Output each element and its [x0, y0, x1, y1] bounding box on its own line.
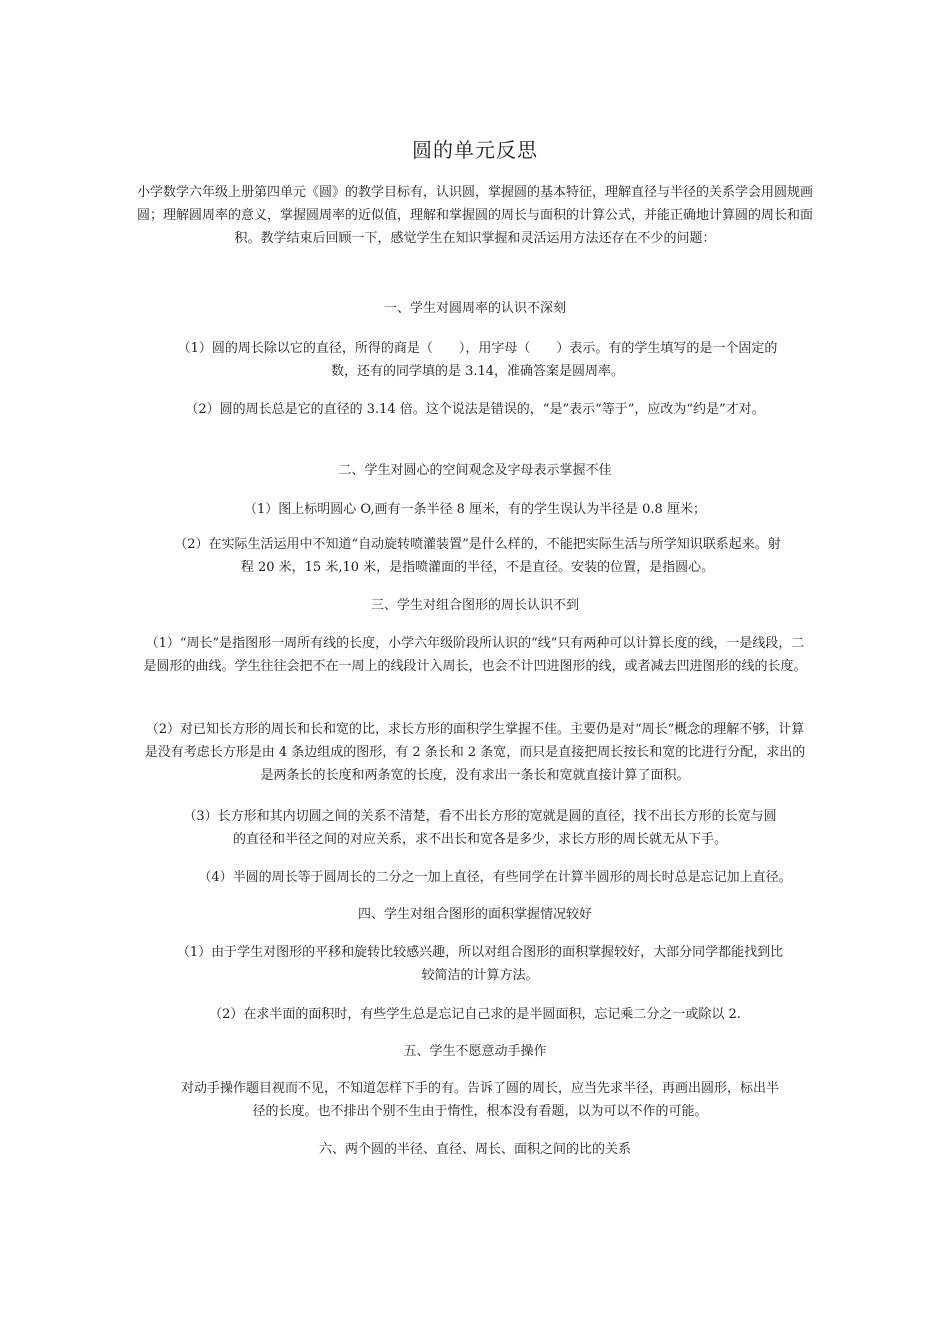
section-2-heading: 二、学生对圆心的空间观念及字母表示掌握不佳	[338, 463, 612, 478]
section-3-heading: 三、学生对组合图形的周长认识不到	[370, 598, 579, 613]
section-2-para-1: （1）图上标明圆心 O,画有一条半径 8 厘米，有的学生误认为半径是 0.8 厘米；	[244, 502, 706, 517]
section-1-heading: 一、学生对圆周率的认识不深刻	[383, 301, 566, 316]
section-5-heading: 五、学生不愿意动手操作	[403, 1044, 547, 1059]
section-3-para-3: （3）长方形和其内切圆之间的关系不清楚，看不出长方形的宽就是圆的直径，找不出长方形的长宽与圆的直径和半径之间的对应关系，求不出长和宽各是多少，求长方形的周长就无从下手。	[183, 809, 777, 847]
section-3-para-1: （1）“周长”是指图形一周所有线的长度，小学六年级阶段所认识的“线”只有两种可以计算长度的线，一是线段，二是圆形的曲线。学生往往会把不在一周上的线段计入周长，也会不计凹进图形的线，或者减去凹进图形的线的长度。	[143, 636, 807, 674]
section-5-para-1: 对动手操作题目视而不见，不知道怎样下手的有。告诉了圆的周长，应当先求半径，再画出圆形，标出半径的长度。也不排出个别不生由于惰性，根本没有看题，以为可以不作的可能。	[180, 1081, 779, 1119]
section-6-heading: 六、两个圆的半径、直径、周长、面积之间的比的关系	[318, 1142, 631, 1157]
section-3-para-4: （4）半圆的周长等于圆周长的二分之一加上直径，有些同学在计算半圆形的周长时总是忘记加上直径。	[198, 870, 792, 885]
document-title: 圆的单元反思	[412, 138, 538, 162]
section-4-heading: 四、学生对组合图形的面积掌握情况较好	[357, 907, 592, 922]
section-4-para-1: （1）由于学生对图形的平移和旋转比较感兴趣，所以对组合图形的面积掌握较好，大部分同学都能找到比较简洁的计算方法。	[176, 945, 784, 983]
intro-paragraph: 小学数学六年级上册第四单元《圆》的教学目标有，认识圆，掌握圆的基本特征，理解直径与半径的关系学会用圆规画圆；理解圆周率的意义，掌握圆周率的近似值，理解和掌握圆的周长与面积的计算公式，并能正确地计算圆的周长和面积。教学结束后回顾一下，感觉学生在知识掌握和灵活运用方法还存在不少的问题：	[136, 185, 813, 246]
section-1-para-2: （2）圆的周长总是它的直径的 3.14 倍。这个说法是错误的，“是”表示“等于”，应改为“约是”才对。	[185, 402, 765, 417]
section-3-para-2: （2）对已知长方形的周长和长和宽的比，求长方形的面积学生掌握不佳。主要仍是对“周长”概念的理解不够，计算是没有考虑长方形是由 4 条边组成的图形，有 2 条长和 2 条宽，而只是直接把周长按长和宽的比进行分配，求出的是两条长的长度和两条宽的长度，没有求出一条长和宽就直接计算了面积。	[144, 722, 806, 783]
section-4-para-2: （2）在求半面的面积时，有些学生总是忘记自己求的是半圆面积，忘记乘二分之一或除以 2.	[209, 1007, 741, 1022]
section-2-para-2: （2）在实际生活运用中不知道“自动旋转喷灌装置”是什么样的，不能把实际生活与所学知识联系起来。射程 20 米，15 米,10 米，是指喷灌面的半径，不是直径。安装的位置，是指圆心。	[174, 537, 781, 575]
section-1-para-1: （1）圆的周长除以它的直径，所得的商是（ ），用字母（ ）表示。有的学生填写的是一个固定的数，还有的同学填的是 3.14，准确答案是圆周率。	[177, 341, 778, 379]
